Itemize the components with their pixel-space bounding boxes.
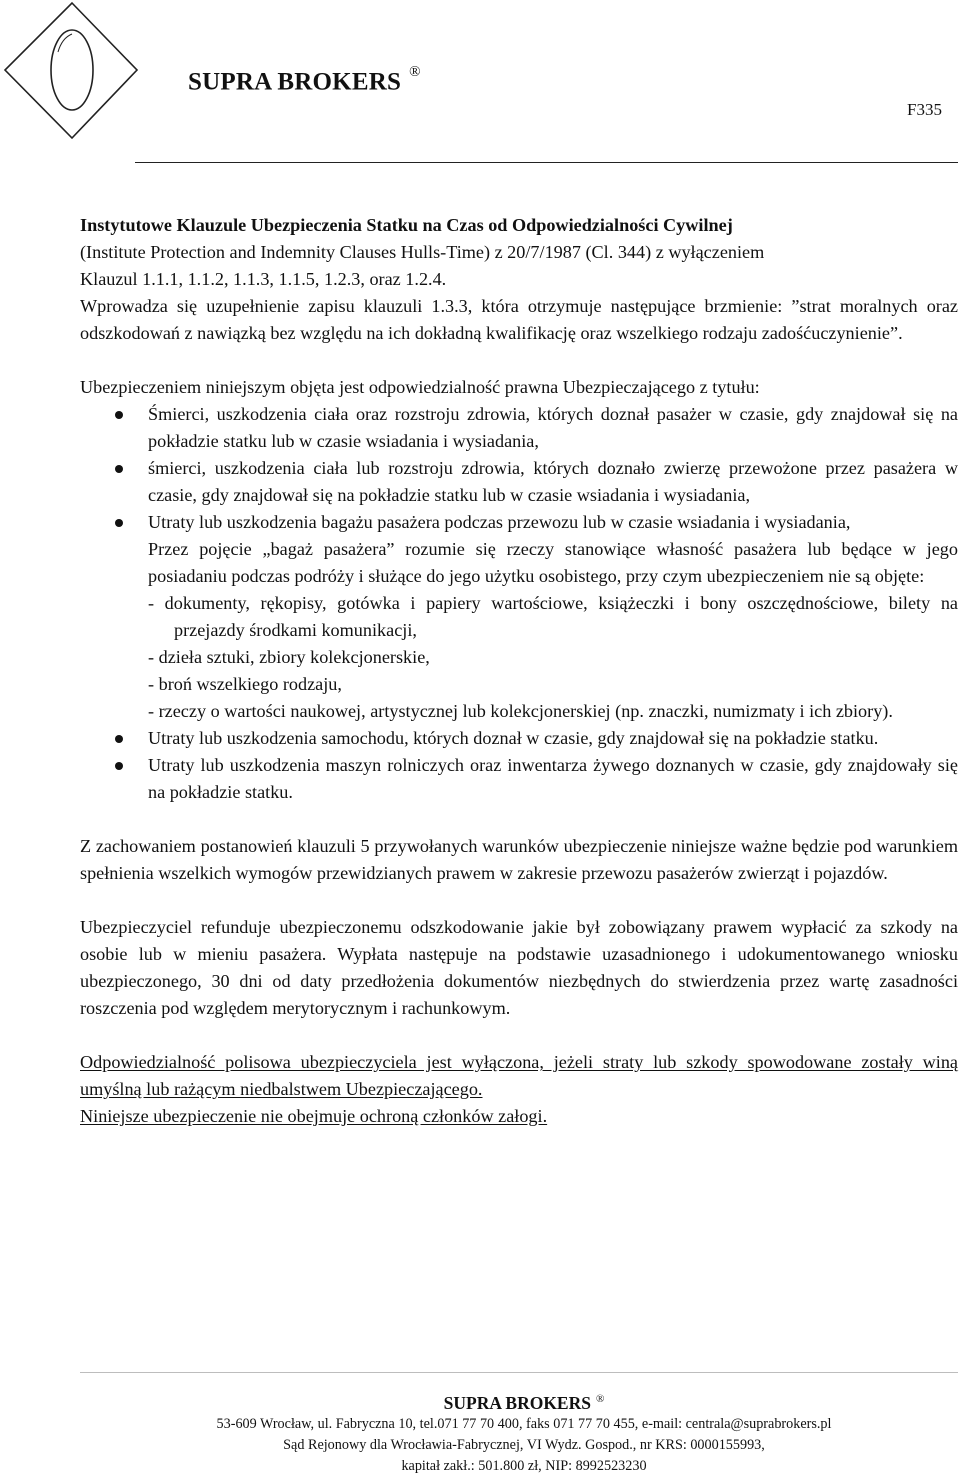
intent-exclusion-paragraph: Odpowiedzialność polisowa ubezpieczyciela jest wyłączona, jeżeli straty lub szkody spowodowane zostały winą umyślną lub rażącym niedbalstwem Ubezpieczającego. <box>80 1052 958 1099</box>
footer-court: Sąd Rejonowy dla Wrocławia-Fabrycznej, VI Wydz. Gospod., nr KRS: 0000155993, <box>283 1436 765 1453</box>
bullet-icon <box>115 465 123 473</box>
clause5-paragraph: Z zachowaniem postanowień klauzuli 5 przywołanych warunków ubezpieczenie niniejsze ważne będzie pod warunkiem spełnienia wszelkich wymogów przewidzianych prawem w zakresie przewozu pasażerów zwierząt i pojazdów. <box>80 836 958 883</box>
refund-paragraph: Ubezpieczyciel refunduje ubezpieczonemu odszkodowanie jakie był zobowiązany prawem wypłacić za szkody na osobie lub w mieniu pasażera. Wypłata następuje na podstawie uzasadnionego i udokumentowanego wniosku ubezpieczonego, 30 dni od daty przedłożenia dokumentów niezbędnych do stwierdzenia przez wartę zasadności roszczenia pod względem merytorycznym i rachunkowym. <box>80 917 958 1018</box>
footer-address: 53-609 Wrocław, ul. Fabryczna 10, tel.071 77 70 400, faks 071 77 70 455, e-mail: centrala@suprabrokers.pl <box>216 1415 832 1432</box>
footer-registered-mark: ® <box>595 1393 605 1405</box>
footer-capital: kapitał zakł.: 501.800 zł, NIP: 8992523230 <box>401 1457 647 1474</box>
exclusion-item: - dokumenty, rękopisy, gotówka i papiery wartościowe, książeczki i bony oszczędnościowe, bilety na przejazdy środkami komunikacji, <box>148 593 958 640</box>
baggage-definition: Przez pojęcie „bagaż pasażera” rozumie się rzeczy stanowiące własność pasażera lub będące w jego posiadaniu podczas podróży i służące do jego użytku osobistego, przy czym ubezpieczeniem nie są objęte: <box>148 539 958 586</box>
clause-title: Instytutowe Klauzule Ubezpieczenia Statku na Czas od Odpowiedzialności Cywilnej <box>80 215 733 235</box>
company-logo <box>0 0 140 150</box>
brand-text: SUPRA BROKERS <box>188 68 402 96</box>
registered-mark: ® <box>409 64 421 80</box>
document-body <box>80 212 958 1130</box>
page-footer <box>0 1388 960 1477</box>
scope-item: śmierci, uszkodzenia ciała lub rozstroju zdrowia, których doznało zwierzę przewożone przez pasażera w czasie, gdy znajdował się na pokładzie statku lub w czasie wsiadania i wysiadania, <box>80 455 958 509</box>
exclusion-item: - rzeczy o wartości naukowej, artystycznej lub kolekcjonerskiej (np. znaczki, numizmaty i ich zbiory). <box>148 701 893 721</box>
scope-list-continued <box>80 725 958 806</box>
crew-exclusion-paragraph: Niniejsze ubezpieczenie nie obejmuje ochroną członków załogi. <box>80 1106 548 1126</box>
bullet-icon <box>115 411 123 419</box>
bullet-icon <box>115 519 123 527</box>
footer-divider <box>80 1372 958 1373</box>
scope-item: Śmierci, uszkodzenia ciała oraz rozstroju zdrowia, których doznał pasażer w czasie, gdy znajdował się na pokładzie statku lub w czasie wsiadania i wysiadania, <box>80 401 958 455</box>
exclusion-item: - broń wszelkiego rodzaju, <box>148 674 342 694</box>
scope-list <box>80 401 958 536</box>
document-code: F335 <box>907 100 942 119</box>
scope-item: Utraty lub uszkodzenia maszyn rolniczych oraz inwentarza żywego doznanych w czasie, gdy znajdowały się na pokładzie statku. <box>80 752 958 806</box>
clause-exclusions-line: Klauzul 1.1.1, 1.1.2, 1.1.3, 1.1.5, 1.2.3, oraz 1.2.4. <box>80 269 447 289</box>
header-divider <box>135 162 958 163</box>
bullet-icon <box>115 762 123 770</box>
clause-subtitle: (Institute Protection and Indemnity Clauses Hulls-Time) z 20/7/1987 (Cl. 344) z wyłączeniem <box>80 242 765 262</box>
scope-item: Utraty lub uszkodzenia bagażu pasażera podczas przewozu lub w czasie wsiadania i wysiadania, <box>80 509 958 536</box>
brand-name <box>188 64 421 96</box>
bullet-icon <box>115 735 123 743</box>
exclusion-item: - dzieła sztuki, zbiory kolekcjonerskie, <box>148 647 430 667</box>
footer-brand: SUPRA BROKERS ® <box>443 1392 605 1413</box>
clause-amendment: Wprowadza się uzupełnienie zapisu klauzuli 1.3.3, która otrzymuje następujące brzmienie: ”strat moralnych oraz odszkodowań z nawiązką bez względu na ich dokładną kwalifikację oraz wszelkiego rodzaju zadośćuczynienie”. <box>80 296 958 343</box>
scope-lead: Ubezpieczeniem niniejszym objęta jest odpowiedzialność prawna Ubezpieczającego z tytułu: <box>80 377 760 397</box>
scope-item: Utraty lub uszkodzenia samochodu, których doznał w czasie, gdy znajdował się na pokładzie statku. <box>80 725 958 752</box>
